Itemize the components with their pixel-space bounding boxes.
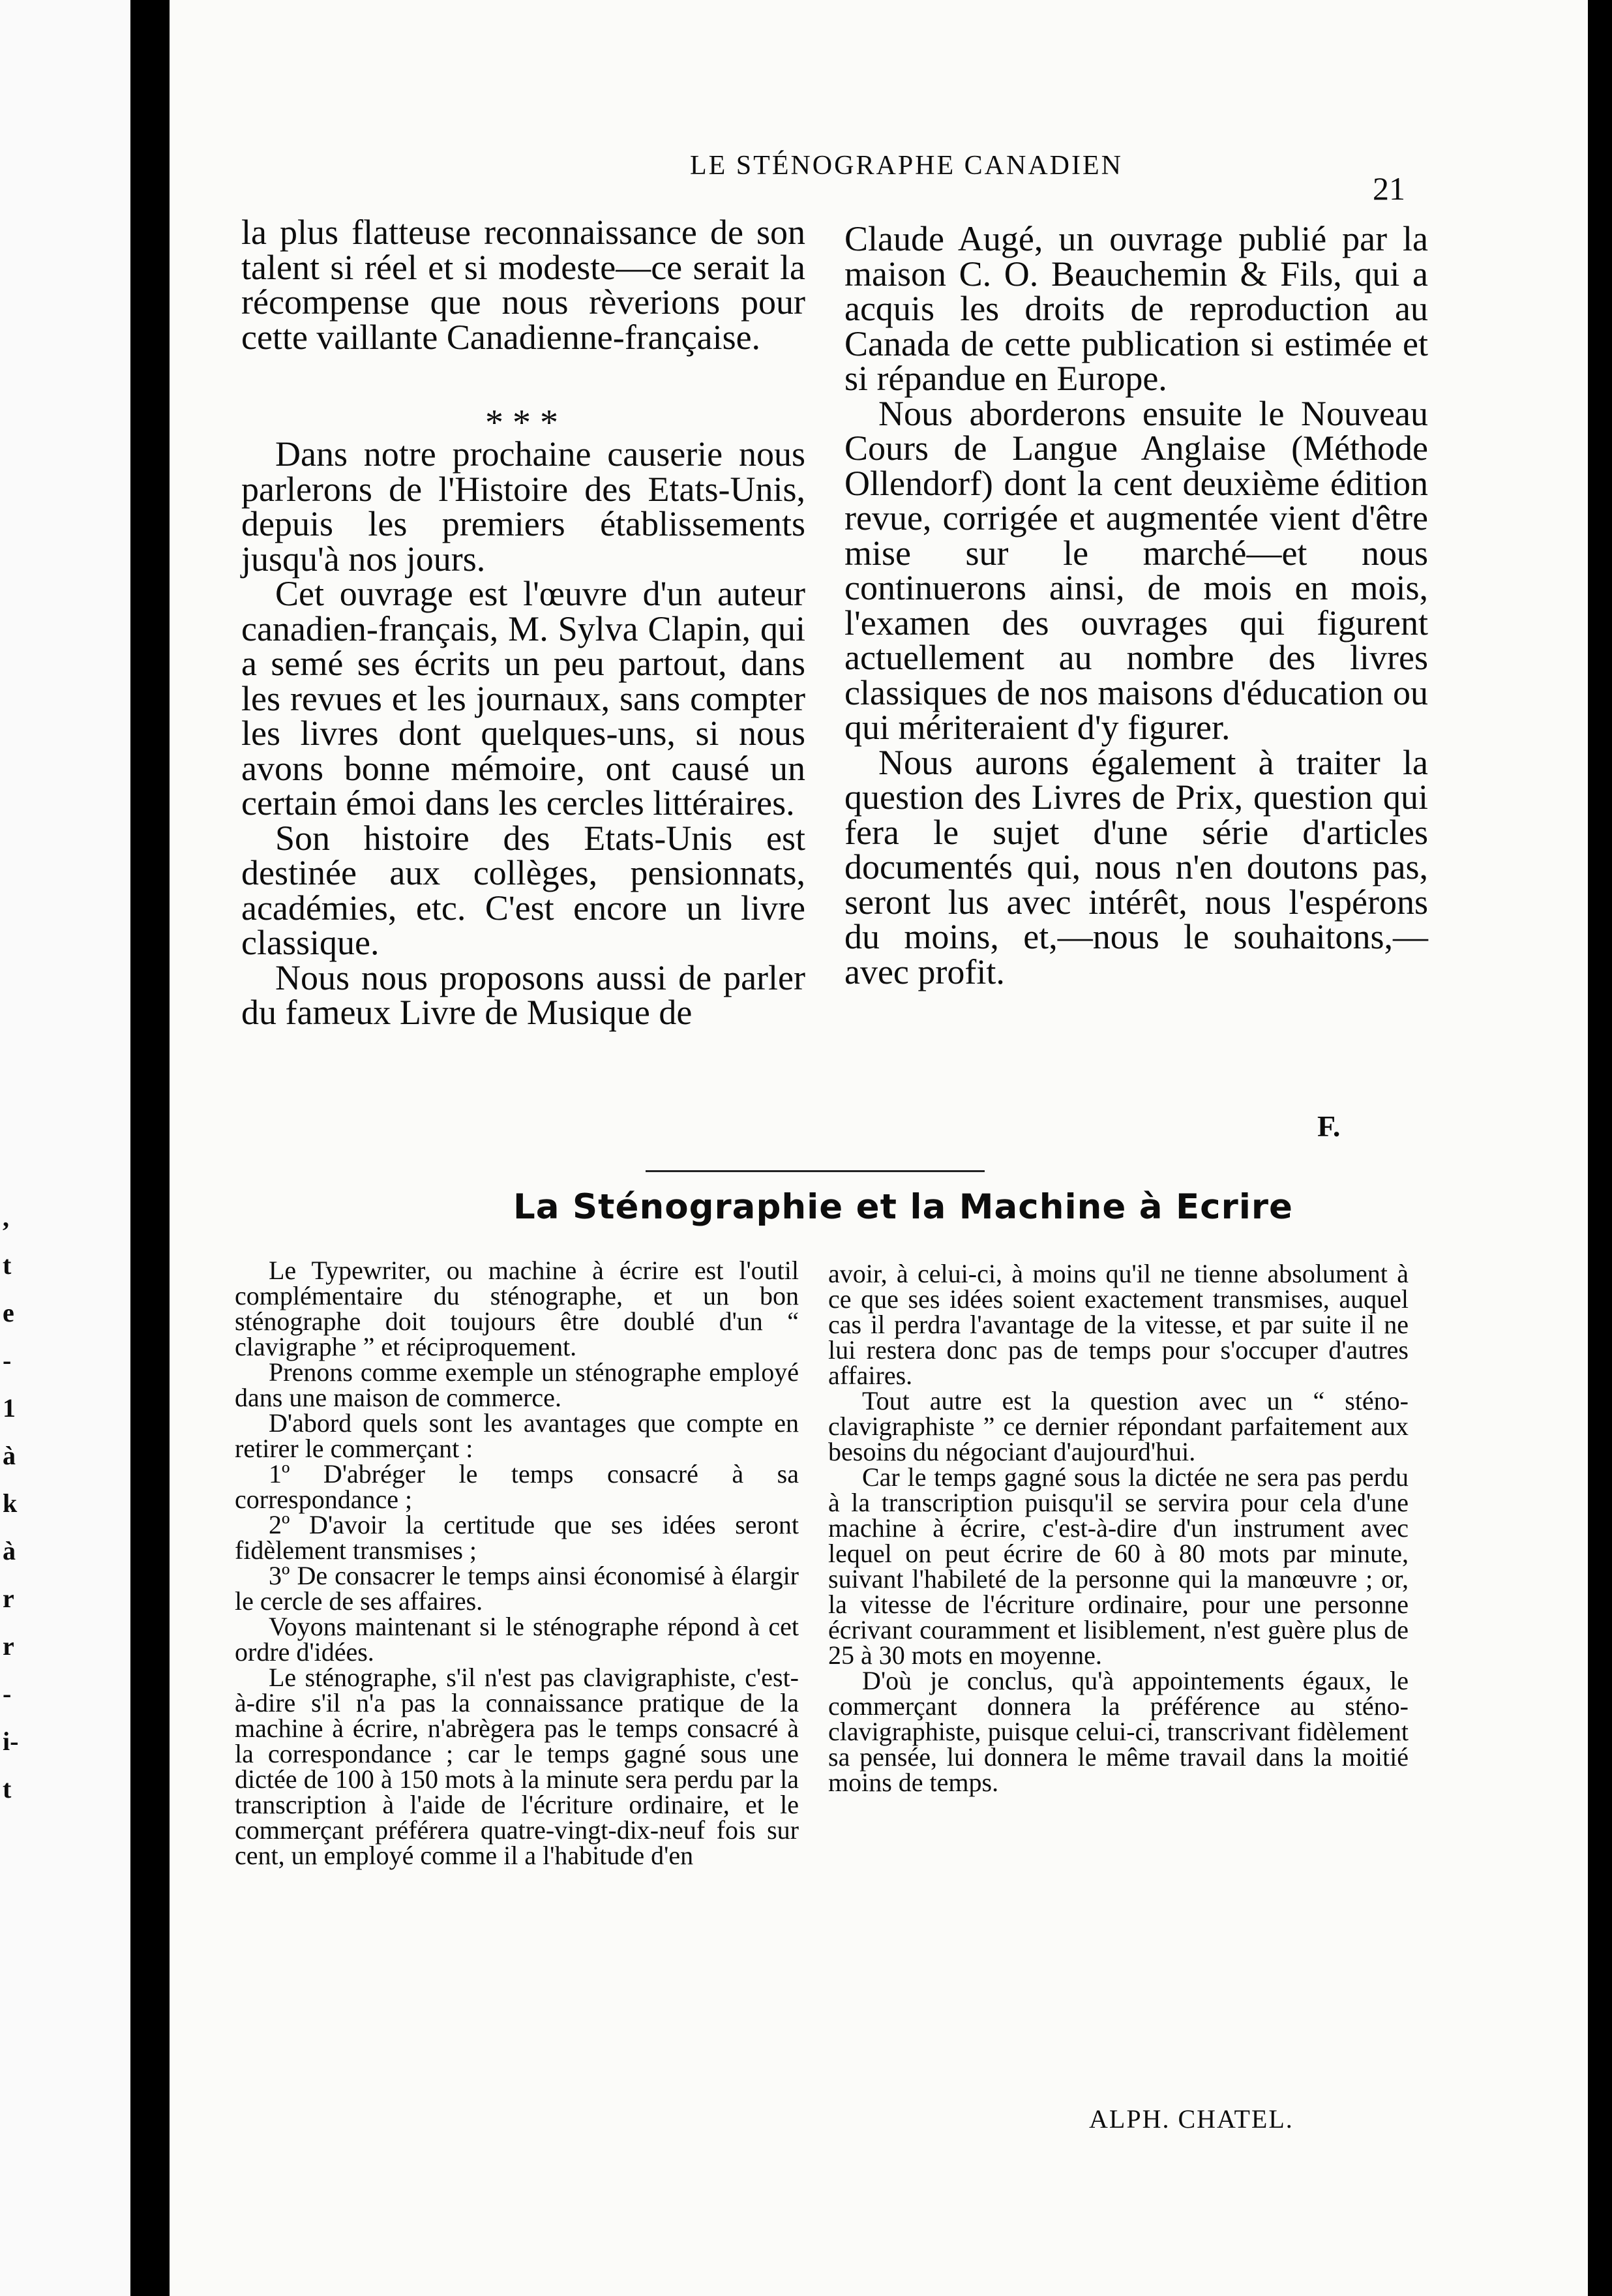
section-divider [646, 1170, 985, 1172]
paragraph: Prenons comme exemple un sténographe employé dans une maison de commerce. [235, 1357, 799, 1412]
paragraph: avoir, à celui-ci, à moins qu'il ne tienne absolument à ce que ses idées soient exactement transmises, auquel cas il perdra l'avantage de la vitesse, et par suite il ne lui restera donc pas de temps pour s'occuper d'autres affaires. [828, 1259, 1409, 1390]
paragraph: Car le temps gagné sous la dictée ne sera pas perdu à la transcription puisqu'il se servira pour cela d'une machine à écrire, c'est-à-dire d'un instrument avec lequel on peut écrire de 60 à 80 mots par minute, suivant l'habileté de la personne qui la manœuvre ; or, la vitesse de l'écriture ordinaire, pour une personne écrivant couramment et lisiblement, n'est guère plus de 25 à 30 mots en moyenne. [828, 1462, 1409, 1670]
article-title: La Sténographie et la Machine à Ecrire [513, 1187, 1293, 1227]
paragraph: 2º D'avoir la certitude que ses idées seront fidèlement transmises ; [235, 1510, 799, 1565]
fragment: , [3, 1203, 9, 1232]
paragraph: Claude Augé, un ouvrage publié par la maison C. O. Beauchemin & Fils, qui a acquis les droits de reproduction au Canada de cette publication si estimée et si répandue en Europe. [844, 219, 1428, 398]
paragraph: Tout autre est la question avec un “ sténo-clavigraphiste ” ce dernier répondant parfaitement aux besoins du négociant d'aujourd'hui. [828, 1386, 1409, 1466]
page-gutter [130, 0, 170, 2296]
article1-column-2 [844, 219, 1428, 991]
fragment: i- [3, 1727, 19, 1756]
paragraph: Nous aborderons ensuite le Nouveau Cours de Langue Anglaise (Méthode Ollendorf) dont la cent deuxième édition revue, corrigée et augmentée vient d'être mise sur le marché—et nous continuerons ainsi, de mois en mois, l'examen des ouvrages qui figurent actuellement au nombre des livres classiques de nos maisons d'éducation ou qui mériteraient d'y figurer. [844, 393, 1428, 747]
paragraph: D'où je conclus, qu'à appointements égaux, le commerçant donnera la préférence au sténo-clavigraphiste, puisque celui-ci, transcrivant fidèlement sa pensée, lui donnera le même travail dans la moitié moins de temps. [828, 1666, 1409, 1797]
paragraph: la plus flatteuse reconnaissance de son talent si réel et si modeste—ce serait la récompense que nous rèverions pour cette vaillante Canadienne-française. [241, 213, 805, 357]
fragment: - [3, 1679, 12, 1708]
section-separator: * * * [485, 402, 558, 443]
paragraph: 1º D'abréger le temps consacré à sa correspondance ; [235, 1459, 799, 1514]
fragment: k [3, 1488, 18, 1518]
scan-edge [1588, 0, 1612, 2296]
running-title: LE STÉNOGRAPHE CANADIEN [690, 151, 1123, 181]
page-number: 21 [1373, 170, 1405, 207]
fragment: - [3, 1346, 12, 1375]
fragment: 1 [3, 1393, 16, 1423]
paragraph: Le Typewriter, ou machine à écrire est l'outil complémentaire du sténographe, et un bon sténographe doit toujours être doublé d'un “ clavigraphe ” et réciproquement. [235, 1256, 799, 1361]
article2-column-1 [235, 1258, 799, 1868]
paragraph: Le sténographe, s'il n'est pas clavigraphiste, c'est-à-dire s'il n'a pas la connaissance pratique de la machine à écrire, n'abrègera pas le temps consacré à la correspondance ; car le temps gagné sous une dictée de 100 à 150 mots à la minute sera perdu par la transcription à l'aide de l'écriture ordinaire, et le commerçant préférera quatre-vingt-dix-neuf fois sur cent, un employé comme il a l'habitude d'en [235, 1663, 799, 1870]
adjacent-page-fragments [3, 1194, 17, 1813]
article2-column-2 [828, 1261, 1409, 1795]
fragment: t [3, 1250, 12, 1280]
fragment: à [3, 1441, 16, 1470]
paragraph: Nous aurons également à traiter la question des Livres de Prix, question qui fera le sujet d'une série d'articles documentés qui, nous n'en doutons pas, seront lus avec intérêt, nous l'espérons du moins, et,—nous le souhaitons,—avec profit. [844, 742, 1428, 991]
article1-signature: F. [1317, 1110, 1341, 1143]
article1-column-1 [241, 215, 805, 1031]
paragraph: Son histoire des Etats-Unis est destinée aux collèges, pensionnats, académies, etc. C'est encore un livre classique. [241, 818, 805, 962]
page [170, 0, 1588, 2296]
paragraph: Nous nous proposons aussi de parler du fameux Livre de Musique de [241, 958, 805, 1032]
fragment: e [3, 1298, 14, 1327]
paragraph: D'abord quels sont les avantages que compte en retirer le commerçant : [235, 1408, 799, 1463]
paragraph: 3º De consacrer le temps ainsi économisé à élargir le cercle de ses affaires. [235, 1561, 799, 1616]
paragraph: Cet ouvrage est l'œuvre d'un auteur canadien-français, M. Sylva Clapin, qui a semé ses écrits un peu partout, dans les revues et les journaux, sans compter les livres dont quelques-uns, si nous avons bonne mémoire, ont causé un certain émoi dans les cercles littéraires. [241, 574, 805, 823]
article2-signature: ALPH. CHATEL. [1089, 2104, 1294, 2134]
adjacent-page-strip [0, 0, 130, 2296]
fragment: r [3, 1631, 14, 1661]
fragment: t [3, 1774, 12, 1804]
fragment: à [3, 1536, 16, 1565]
paragraph: Voyons maintenant si le sténographe répond à cet ordre d'idées. [235, 1612, 799, 1667]
paragraph: Dans notre prochaine causerie nous parlerons de l'Histoire des Etats-Unis, depuis les premiers établissements jusqu'à nos jours. [241, 434, 805, 579]
fragment: r [3, 1584, 14, 1613]
